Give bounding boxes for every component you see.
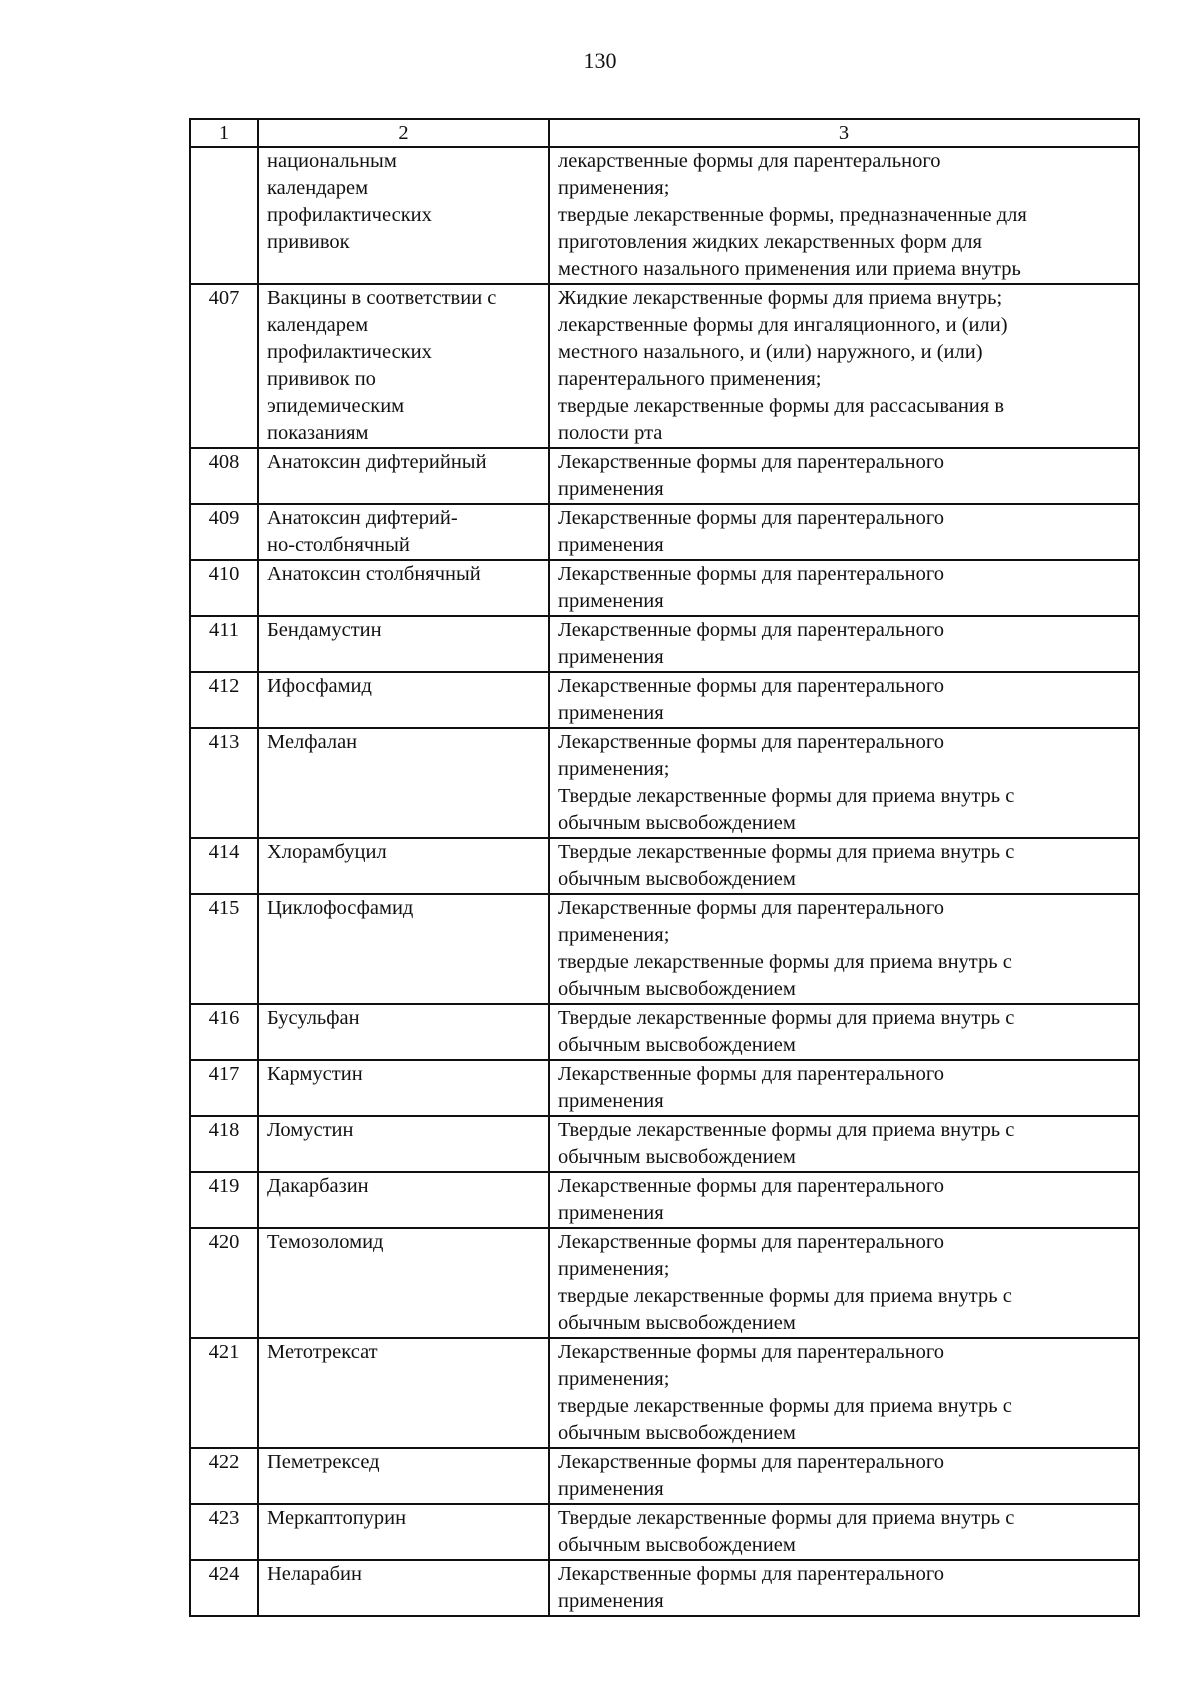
drug-name-cell bbox=[258, 1338, 549, 1448]
drug-name-cell bbox=[258, 672, 549, 728]
dosage-forms-cell bbox=[549, 1172, 1139, 1228]
drug-name-line: прививок bbox=[267, 231, 350, 253]
dosage-form-line: Лекарственные формы для парентерального bbox=[558, 897, 944, 919]
dosage-form-line: обычным высвобождением bbox=[558, 1146, 796, 1168]
dosage-form-line: лекарственные формы для ингаляционного, и (или) bbox=[558, 314, 1008, 336]
drug-name-cell bbox=[258, 838, 549, 894]
drug-name-cell bbox=[258, 616, 549, 672]
drug-name-cell bbox=[258, 1448, 549, 1504]
drug-name-cell bbox=[258, 1560, 549, 1616]
table-row bbox=[190, 284, 1139, 448]
dosage-form-line: Лекарственные формы для парентерального bbox=[558, 731, 944, 753]
dosage-form-line: твердые лекарственные формы, предназначенные для bbox=[558, 204, 1027, 226]
dosage-form-line: Лекарственные формы для парентерального bbox=[558, 507, 944, 529]
dosage-forms-cell bbox=[549, 1448, 1139, 1504]
row-number-cell: 419 bbox=[190, 1172, 258, 1228]
dosage-form-line: Лекарственные формы для парентерального bbox=[558, 675, 944, 697]
dosage-forms-cell bbox=[549, 448, 1139, 504]
dosage-form-line: применения; bbox=[558, 1368, 670, 1390]
drug-name-line: календарем bbox=[267, 314, 369, 336]
dosage-form-line: применения bbox=[558, 1202, 664, 1224]
drug-name-line: но-столбнячный bbox=[267, 534, 410, 556]
drug-name-cell bbox=[258, 894, 549, 1004]
drug-name-cell bbox=[258, 1004, 549, 1060]
row-number-cell: 421 bbox=[190, 1338, 258, 1448]
row-number-cell: 411 bbox=[190, 616, 258, 672]
dosage-form-line: Твердые лекарственные формы для приема внутрь с bbox=[558, 1507, 1015, 1529]
drug-name-line: Темозоломид bbox=[267, 1231, 384, 1253]
row-number-cell: 422 bbox=[190, 1448, 258, 1504]
drug-name-line: Кармустин bbox=[267, 1063, 363, 1085]
row-number-cell: 415 bbox=[190, 894, 258, 1004]
table-row bbox=[190, 1116, 1139, 1172]
table-row bbox=[190, 1338, 1139, 1448]
table-row bbox=[190, 560, 1139, 616]
dosage-forms-cell bbox=[549, 1338, 1139, 1448]
row-number-cell: 409 bbox=[190, 504, 258, 560]
dosage-form-line: Лекарственные формы для парентерального bbox=[558, 1451, 944, 1473]
dosage-forms-cell bbox=[549, 728, 1139, 838]
dosage-form-line: обычным высвобождением bbox=[558, 978, 796, 1000]
row-number-cell: 413 bbox=[190, 728, 258, 838]
dosage-forms-cell bbox=[549, 838, 1139, 894]
drug-name-line: Ифосфамид bbox=[267, 675, 372, 697]
table-row bbox=[190, 1504, 1139, 1560]
table-row bbox=[190, 1004, 1139, 1060]
drug-name-line: Неларабин bbox=[267, 1563, 362, 1585]
row-number-cell: 423 bbox=[190, 1504, 258, 1560]
dosage-forms-cell bbox=[549, 894, 1139, 1004]
table-row bbox=[190, 728, 1139, 838]
drug-name-line: Мелфалан bbox=[267, 731, 358, 753]
drug-name-line: календарем bbox=[267, 177, 369, 199]
dosage-form-line: применения bbox=[558, 1478, 664, 1500]
drug-name-line: Бендамустин bbox=[267, 619, 382, 641]
dosage-form-line: применения; bbox=[558, 758, 670, 780]
table-row bbox=[190, 838, 1139, 894]
dosage-form-line: применения bbox=[558, 646, 664, 668]
dosage-form-line: местного назального, и (или) наружного, и (или) bbox=[558, 341, 983, 363]
dosage-form-line: твердые лекарственные формы для приема внутрь с bbox=[558, 1395, 1012, 1417]
dosage-form-line: Лекарственные формы для парентерального bbox=[558, 619, 944, 641]
drug-name-line: Меркаптопурин bbox=[267, 1507, 407, 1529]
dosage-form-line: обычным высвобождением bbox=[558, 1034, 796, 1056]
dosage-form-line: твердые лекарственные формы для рассасывания в bbox=[558, 395, 1005, 417]
row-number-cell: 417 bbox=[190, 1060, 258, 1116]
dosage-form-line: применения bbox=[558, 478, 664, 500]
drug-name-cell bbox=[258, 728, 549, 838]
row-number-cell: 424 bbox=[190, 1560, 258, 1616]
drug-name-cell bbox=[258, 284, 549, 448]
drug-name-cell bbox=[258, 560, 549, 616]
dosage-form-line: применения bbox=[558, 1590, 664, 1612]
row-number-cell bbox=[190, 147, 258, 284]
row-number-cell: 420 bbox=[190, 1228, 258, 1338]
dosage-form-line: обычным высвобождением bbox=[558, 1534, 796, 1556]
table-body bbox=[190, 147, 1139, 1616]
drug-name-line: Циклофосфамид bbox=[267, 897, 414, 919]
drug-name-cell bbox=[258, 1116, 549, 1172]
dosage-form-line: применения bbox=[558, 1090, 664, 1112]
dosage-form-line: местного назального применения или приема внутрь bbox=[558, 258, 1021, 280]
dosage-form-line: Лекарственные формы для парентерального bbox=[558, 1341, 944, 1363]
column-header-1: 1 bbox=[190, 119, 258, 147]
dosage-forms-cell bbox=[549, 1116, 1139, 1172]
column-header-3: 3 bbox=[549, 119, 1139, 147]
dosage-forms-cell bbox=[549, 284, 1139, 448]
drug-name-cell bbox=[258, 1172, 549, 1228]
dosage-forms-cell bbox=[549, 1504, 1139, 1560]
dosage-form-line: приготовления жидких лекарственных форм для bbox=[558, 231, 982, 253]
dosage-form-line: обычным высвобождением bbox=[558, 1312, 796, 1334]
table-row bbox=[190, 1172, 1139, 1228]
row-number-cell: 407 bbox=[190, 284, 258, 448]
drug-name-line: Анатоксин дифтерий- bbox=[267, 507, 458, 529]
table-row bbox=[190, 504, 1139, 560]
dosage-form-line: применения; bbox=[558, 1258, 670, 1280]
dosage-forms-cell bbox=[549, 1560, 1139, 1616]
table-row bbox=[190, 1060, 1139, 1116]
dosage-form-line: твердые лекарственные формы для приема внутрь с bbox=[558, 951, 1012, 973]
dosage-form-line: обычным высвобождением bbox=[558, 812, 796, 834]
dosage-form-line: применения bbox=[558, 702, 664, 724]
dosage-form-line: Лекарственные формы для парентерального bbox=[558, 1175, 944, 1197]
table-row bbox=[190, 1228, 1139, 1338]
dosage-form-line: обычным высвобождением bbox=[558, 1422, 796, 1444]
dosage-form-line: Лекарственные формы для парентерального bbox=[558, 563, 944, 585]
drug-name-line: Дакарбазин bbox=[267, 1175, 369, 1197]
row-number-cell: 412 bbox=[190, 672, 258, 728]
dosage-form-line: полости рта bbox=[558, 422, 663, 444]
column-header-2: 2 bbox=[258, 119, 549, 147]
dosage-form-line: обычным высвобождением bbox=[558, 868, 796, 890]
dosage-forms-cell bbox=[549, 1228, 1139, 1338]
drug-name-line: Метотрексат bbox=[267, 1341, 378, 1363]
drug-name-line: эпидемическим bbox=[267, 395, 405, 417]
drug-name-line: Пеметрексед bbox=[267, 1451, 380, 1473]
dosage-forms-cell bbox=[549, 616, 1139, 672]
drug-name-line: Ломустин bbox=[267, 1119, 354, 1141]
dosage-form-line: лекарственные формы для парентерального bbox=[558, 150, 941, 172]
drug-name-line: профилактических bbox=[267, 341, 432, 363]
drug-name-line: национальным bbox=[267, 150, 397, 172]
dosage-form-line: Жидкие лекарственные формы для приема внутрь; bbox=[558, 287, 1003, 309]
drug-name-line: Бусульфан bbox=[267, 1007, 360, 1029]
page-number: 130 bbox=[583, 48, 617, 73]
row-number-cell: 416 bbox=[190, 1004, 258, 1060]
dosage-form-line: применения bbox=[558, 590, 664, 612]
drug-name-line: Вакцины в соответствии с bbox=[267, 287, 497, 309]
dosage-form-line: применения; bbox=[558, 924, 670, 946]
dosage-form-line: Твердые лекарственные формы для приема внутрь с bbox=[558, 1119, 1015, 1141]
drug-name-line: прививок по bbox=[267, 368, 376, 390]
drug-name-line: Анатоксин столбнячный bbox=[267, 563, 481, 585]
dosage-form-line: применения bbox=[558, 534, 664, 556]
dosage-forms-cell bbox=[549, 504, 1139, 560]
drug-name-cell bbox=[258, 147, 549, 284]
table-row bbox=[190, 1560, 1139, 1616]
table-row bbox=[190, 672, 1139, 728]
drug-name-cell bbox=[258, 448, 549, 504]
dosage-forms-cell bbox=[549, 1060, 1139, 1116]
table-row bbox=[190, 448, 1139, 504]
drug-name-cell bbox=[258, 1504, 549, 1560]
drug-table bbox=[189, 118, 1140, 1617]
dosage-forms-cell bbox=[549, 1004, 1139, 1060]
dosage-form-line: Лекарственные формы для парентерального bbox=[558, 1231, 944, 1253]
row-number-cell: 418 bbox=[190, 1116, 258, 1172]
drug-name-line: Анатоксин дифтерийный bbox=[267, 451, 487, 473]
dosage-form-line: Твердые лекарственные формы для приема внутрь с bbox=[558, 785, 1015, 807]
drug-name-line: показаниям bbox=[267, 422, 369, 444]
drug-name-cell bbox=[258, 1228, 549, 1338]
dosage-forms-cell bbox=[549, 672, 1139, 728]
table-header-row bbox=[190, 119, 1139, 147]
dosage-form-line: парентерального применения; bbox=[558, 368, 822, 390]
dosage-form-line: Твердые лекарственные формы для приема внутрь с bbox=[558, 1007, 1015, 1029]
table-row bbox=[190, 894, 1139, 1004]
table-row bbox=[190, 616, 1139, 672]
table-row bbox=[190, 1448, 1139, 1504]
dosage-form-line: Лекарственные формы для парентерального bbox=[558, 1063, 944, 1085]
dosage-form-line: Лекарственные формы для парентерального bbox=[558, 1563, 944, 1585]
table-row bbox=[190, 147, 1139, 284]
dosage-form-line: твердые лекарственные формы для приема внутрь с bbox=[558, 1285, 1012, 1307]
row-number-cell: 408 bbox=[190, 448, 258, 504]
dosage-form-line: Твердые лекарственные формы для приема внутрь с bbox=[558, 841, 1015, 863]
drug-name-cell bbox=[258, 504, 549, 560]
dosage-form-line: Лекарственные формы для парентерального bbox=[558, 451, 944, 473]
dosage-forms-cell bbox=[549, 560, 1139, 616]
row-number-cell: 414 bbox=[190, 838, 258, 894]
drug-name-line: Хлорамбуцил bbox=[267, 841, 387, 863]
dosage-forms-cell bbox=[549, 147, 1139, 284]
drug-name-line: профилактических bbox=[267, 204, 432, 226]
dosage-form-line: применения; bbox=[558, 177, 670, 199]
drug-name-cell bbox=[258, 1060, 549, 1116]
row-number-cell: 410 bbox=[190, 560, 258, 616]
